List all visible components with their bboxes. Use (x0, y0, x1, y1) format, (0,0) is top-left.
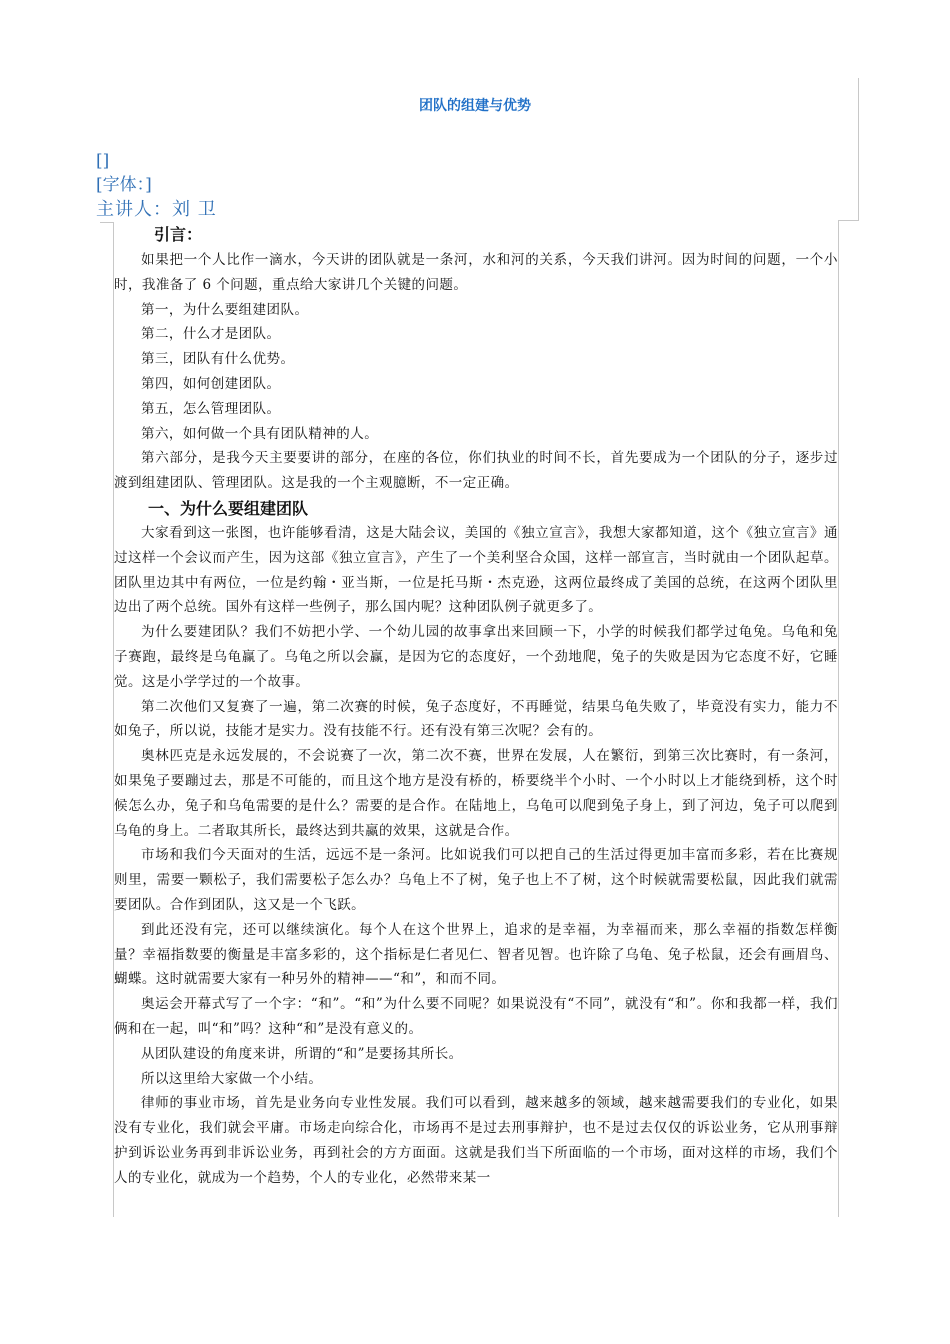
paragraph: 第六部分，是我今天主要要讲的部分，在座的各位，你们执业的时间不长，首先要成为一个团队的分子，逐步过渡到组建团队、管理团队。这是我的一个主观臆断，不一定正确。 (114, 450, 838, 492)
font-tag: [字体：] (96, 175, 152, 195)
paragraph: 第一，为什么要组建团队。 (141, 301, 309, 318)
paragraph: 到此还没有完，还可以继续演化。每个人在这个世界上，追求的是幸福，为幸福而来，那么幸福的指数怎样衡量？幸福指数要的衡量是丰富多彩的，这个指标是仁者见仁、智者见智。也许除了乌龟、兔子松鼠，还会有画眉鸟、蝴蝶。这时就需要大家有一种另外的精神——“和”，和而不同。 (114, 921, 838, 988)
paragraph: 第三，团队有什么优势。 (141, 351, 295, 368)
frame-line-right-h (838, 220, 859, 221)
paragraph: 第二次他们又复赛了一遍，第二次赛的时候，兔子态度好，不再睡觉，结果乌龟失败了，毕竟没有实力，能力不如兔子，所以说，技能才是实力。没有技能不行。还有没有第三次呢？会有的。 (114, 698, 838, 740)
paragraph: 奥林匹克是永远发展的，不会说赛了一次，第二次不赛，世界在发展，人在繁衍，到第三次比赛时，有一条河，如果兔子要蹦过去，那是不可能的，而且这个地方是没有桥的，桥要绕半个小时、一个小时以上才能绕到桥，这个时候怎么办，兔子和乌龟需要的是什么？需要的是合作。在陆地上，乌龟可以爬到兔子身上，到了河边，兔子可以爬到乌龟的身上。二者取其所长，最终达到共赢的效果，这就是合作。 (114, 748, 838, 839)
paragraph: 第二，什么才是团队。 (141, 326, 281, 343)
paragraph: 市场和我们今天面对的生活，远远不是一条河。比如说我们可以把自己的生活过得更加丰富而多彩，若在比赛规则里，需要一颗松子，我们需要松子怎么办？乌龟上不了树，兔子也上不了树，这个时候就需要松鼠，因此我们就需要团队。合作到团队，这又是一个飞跃。 (114, 847, 838, 913)
paragraph: 大家看到这一张图，也许能够看清，这是大陆会议，美国的《独立宣言》，我想大家都知道，这个《独立宣言》通过这样一个会议而产生，因为这部《独立宣言》，产生了一个美利坚合众国，这样一部宣言，当时就由一个团队起草。团队里边其中有两位，一位是约翰・亚当斯，一位是托马斯・杰克逊，这两位最终成了美国的总统，在这两个团队里边出了两个总统。国外有这样一些例子，那么国内呢？这种团队例子就更多了。 (114, 524, 838, 616)
paragraph: 律师的事业市场，首先是业务向专业性发展。我们可以看到，越来越多的领域，越来越需要我们的专业化，如果没有专业化，我们就会平庸。市场走向综合化，市场再不是过去刑事辩护，也不是过去仅仅的诉讼业务，它从刑事辩护到诉讼业务再到非诉讼业务，再到社会的方方面面。这就是我们当下所面临的一个市场，面对这样的市场，我们个人的专业化，就成为一个趋势，个人的专业化，必然带来某一 (114, 1095, 838, 1186)
paragraph: 第四，如何创建团队。 (141, 375, 281, 392)
paragraph: 第六，如何做一个具有团队精神的人。 (141, 425, 379, 442)
intro-section (114, 248, 838, 496)
document-body (114, 222, 838, 1190)
intro-heading: 引言： (154, 225, 203, 244)
empty-bracket-tag: [] (96, 151, 110, 171)
paragraph: 第五，怎么管理团队。 (141, 400, 281, 417)
section-heading: 一、为什么要组建团队 (148, 498, 309, 518)
speaker-line: 主讲人：刘 卫 (96, 199, 217, 220)
section-1 (114, 521, 838, 1191)
frame-line-left-h (100, 222, 114, 223)
paragraph: 所以这里给大家做一个小结。 (141, 1070, 323, 1087)
paragraph: 如果把一个人比作一滴水，今天讲的团队就是一条河，水和河的关系，今天我们讲河。因为时间的问题，一个小时，我准备了 6 个问题，重点给大家讲几个关键的问题。 (114, 252, 838, 293)
paragraph: 为什么要建团队？我们不妨把小学、一个幼儿园的故事拿出来回顾一下，小学的时候我们都学过龟兔。乌龟和兔子赛跑，最终是乌龟赢了。乌龟之所以会赢，是因为它的态度好，一个劲地爬，兔子的失败是因为它态度不好，它睡觉。这是小学学过的一个故事。 (114, 624, 838, 690)
paragraph: 奥运会开幕式写了一个字：“和”。“和”为什么要不同呢？如果说没有“不同”，就没有“和”。你和我都一样，我们俩和在一起，叫“和”吗？这种“和”是没有意义的。 (114, 996, 838, 1037)
paragraph: 从团队建设的角度来讲，所谓的“和”是要扬其所长。 (141, 1045, 463, 1062)
frame-line-right (838, 220, 839, 1217)
document-title: 团队的组建与优势 (419, 98, 531, 114)
